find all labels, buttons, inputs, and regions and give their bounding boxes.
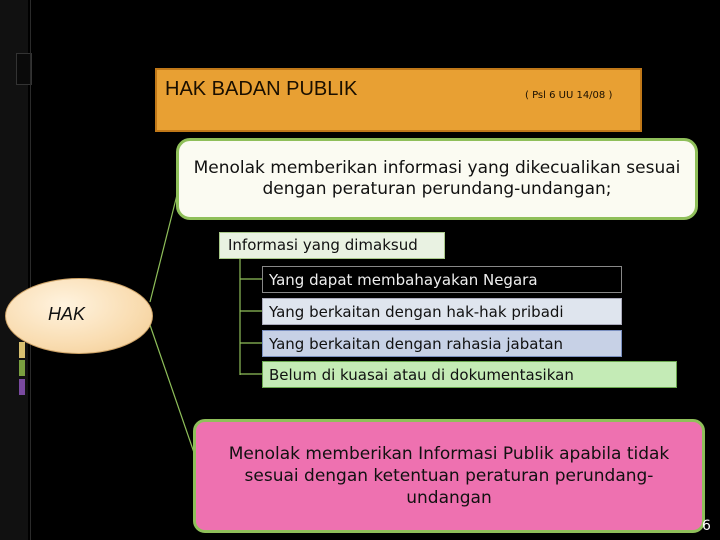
node-refuse-excluded: Menolak memberikan informasi yang dikecualikan sesuai dengan peraturan perundang-undangan; xyxy=(176,138,698,220)
list-item-jabatan: Yang berkaitan dengan rahasia jabatan xyxy=(262,330,622,357)
list-item-belum-dikuasai: Belum di kuasai atau di dokumentasikan xyxy=(262,361,677,388)
page-title: HAK BADAN PUBLIK xyxy=(165,78,358,100)
list-item-negara: Yang dapat membahayakan Negara xyxy=(262,266,622,293)
node-refuse-not-compliant: Menolak memberikan Informasi Publik apabila tidak sesuai dengan ketentuan peraturan perundang-undangan xyxy=(193,419,705,533)
list-item-pribadi: Yang berkaitan dengan hak-hak pribadi xyxy=(262,298,622,325)
title-box xyxy=(155,68,642,132)
page-number: 6 xyxy=(702,518,711,534)
node-info-dimaksud: Informasi yang dimaksud xyxy=(219,232,445,259)
title-reference: ( Psl 6 UU 14/08 ) xyxy=(525,90,613,101)
hak-root-label: HAK xyxy=(48,304,86,324)
